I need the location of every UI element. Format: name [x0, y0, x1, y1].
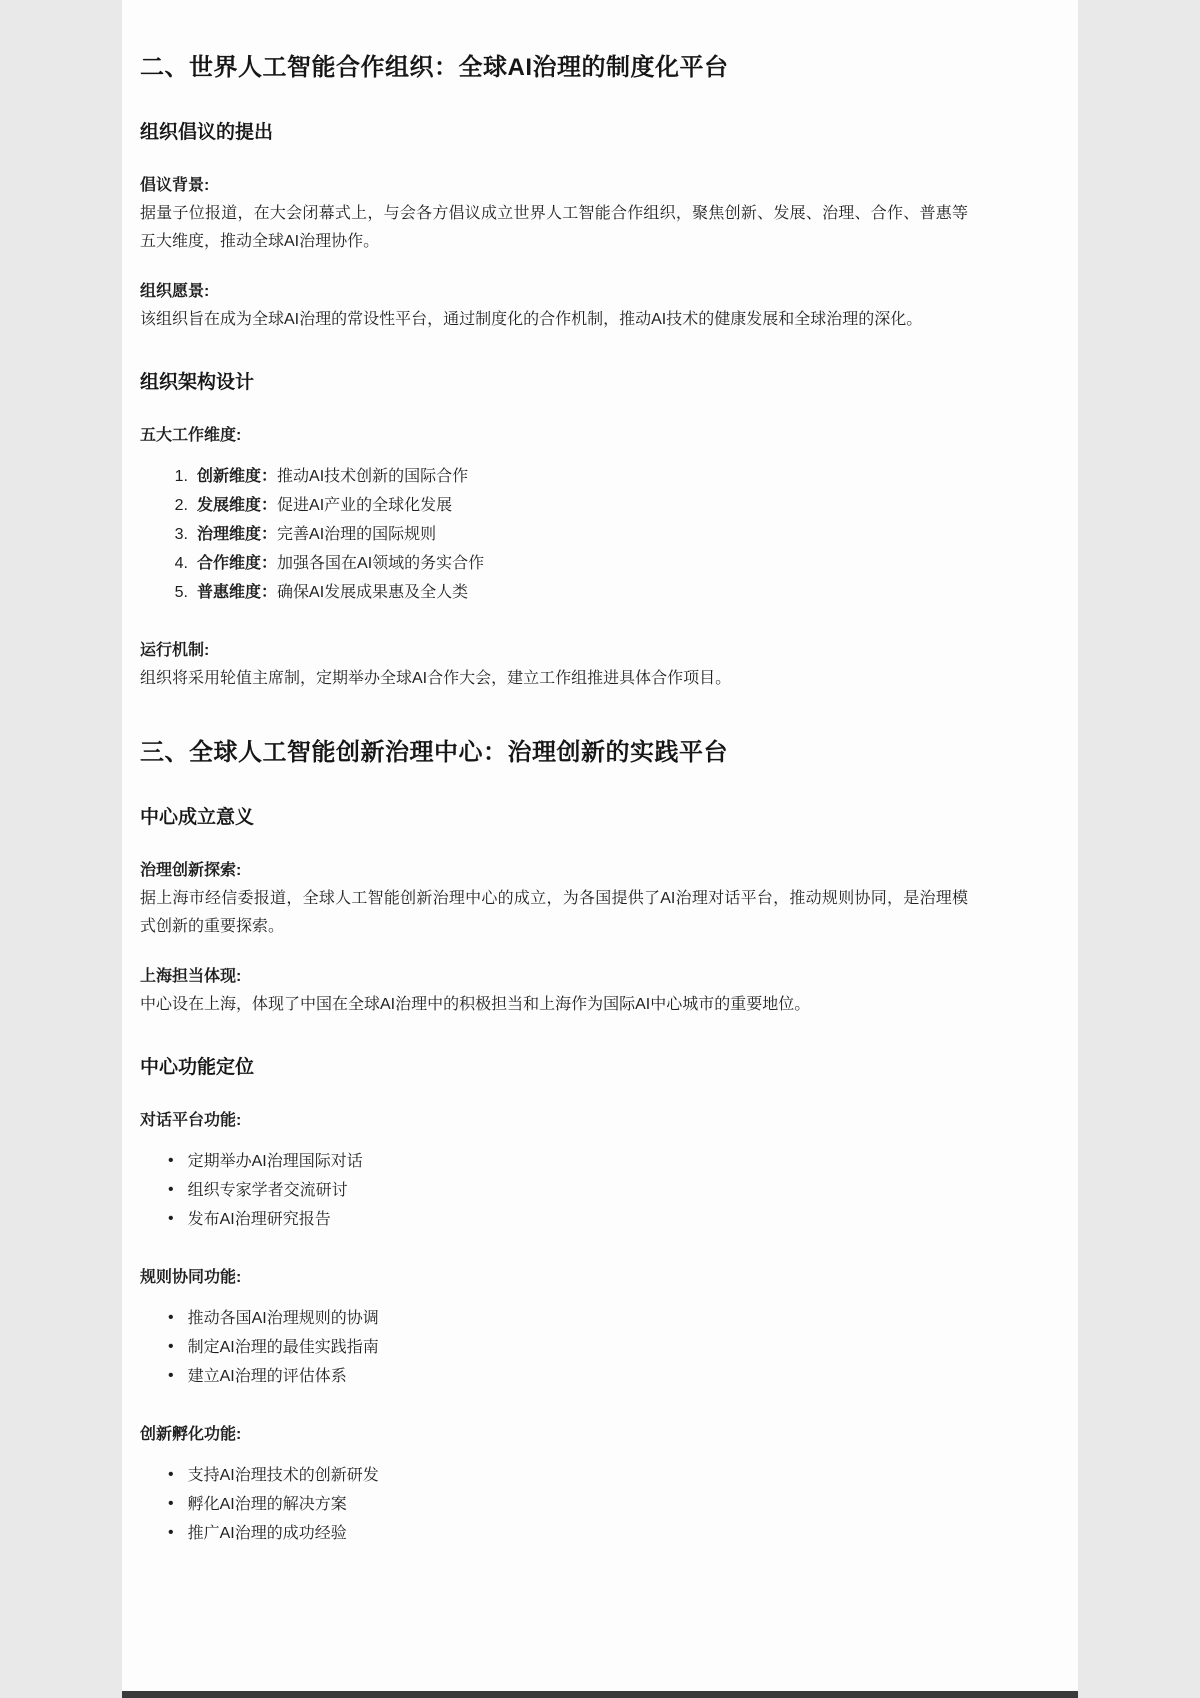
- paragraph-label: 运行机制:: [140, 642, 210, 659]
- paragraph-text: 该组织旨在成为全球AI治理的常设性平台，通过制度化的合作机制，推动AI技术的健康发展和全球治理的深化。: [140, 311, 923, 328]
- list-item: [168, 1333, 968, 1362]
- section-title-cooperation-org: 二、世界人工智能合作组织：全球AI治理的制度化平台: [140, 54, 729, 81]
- bullet-icon: •: [168, 1367, 174, 1384]
- paragraph-label: 倡议背景:: [140, 177, 210, 194]
- list-term: 普惠维度：: [197, 584, 278, 601]
- list-number: 2.: [174, 497, 188, 514]
- paragraph-label: 组织愿景:: [140, 283, 210, 300]
- list-desc: 促进AI产业的全球化发展: [277, 497, 453, 514]
- list-text: 建立AI治理的评估体系: [187, 1368, 347, 1385]
- list-item: [168, 1519, 968, 1548]
- list-term: 创新维度：: [197, 468, 278, 485]
- paragraph-operating-mechanism: [140, 637, 968, 693]
- list-item: [168, 1176, 968, 1205]
- paragraph-text: 据量子位报道，在大会闭幕式上，与会各方倡议成立世界人工智能合作组织，聚焦创新、发展、治理、合作、普惠等五大维度，推动全球AI治理协作。: [140, 205, 968, 250]
- list-text: 定期举办AI治理国际对话: [187, 1153, 363, 1170]
- list-text: 推动各国AI治理规则的协调: [187, 1310, 379, 1327]
- list-item: [168, 1461, 968, 1490]
- list-item: [168, 578, 968, 607]
- list-desc: 确保AI发展成果惠及全人类: [277, 584, 469, 601]
- bottom-divider: [122, 1691, 1078, 1698]
- list-text: 推广AI治理的成功经验: [187, 1525, 347, 1542]
- list-number: 4.: [174, 555, 188, 572]
- function3-label: 创新孵化功能:: [140, 1426, 242, 1443]
- list-text: 孵化AI治理的解决方案: [187, 1496, 347, 1513]
- paragraph-text: 组织将采用轮值主席制，定期举办全球AI合作大会，建立工作组推进具体合作项目。: [140, 670, 732, 687]
- list-item: [168, 1304, 968, 1333]
- dimensions-list: [140, 462, 968, 607]
- list-item: [168, 1205, 968, 1234]
- list-desc: 完善AI治理的国际规则: [277, 526, 437, 543]
- heading-structure: 组织架构设计: [140, 372, 255, 393]
- bullet-icon: •: [168, 1181, 174, 1198]
- section-title-governance-center: 三、全球人工智能创新治理中心：治理创新的实践平台: [140, 739, 728, 766]
- list-number: 3.: [174, 526, 188, 543]
- list-number: 1.: [174, 468, 188, 485]
- paragraph-text: 中心设在上海，体现了中国在全球AI治理中的积极担当和上海作为国际AI中心城市的重要地位。: [140, 996, 811, 1013]
- list-text: 组织专家学者交流研讨: [187, 1182, 348, 1199]
- paragraph-governance-exploration: [140, 857, 968, 941]
- dimensions-label: 五大工作维度:: [140, 427, 242, 444]
- function2-label: 规则协同功能:: [140, 1269, 242, 1286]
- bullet-icon: •: [168, 1152, 174, 1169]
- bullet-icon: •: [168, 1524, 174, 1541]
- paragraph-text: 据上海市经信委报道，全球人工智能创新治理中心的成立，为各国提供了AI治理对话平台，推动规则协同，是治理模式创新的重要探索。: [140, 890, 968, 935]
- bullet-icon: •: [168, 1495, 174, 1512]
- paragraph-org-vision: [140, 278, 968, 334]
- list-item: [168, 549, 968, 578]
- list-desc: 加强各国在AI领域的务实合作: [277, 555, 485, 572]
- function1-label: 对话平台功能:: [140, 1112, 242, 1129]
- function1-list: [140, 1147, 968, 1234]
- list-item: [168, 1362, 968, 1391]
- list-item: [168, 1147, 968, 1176]
- list-text: 制定AI治理的最佳实践指南: [187, 1339, 379, 1356]
- bullet-icon: •: [168, 1309, 174, 1326]
- paragraph-proposal-background: [140, 172, 968, 256]
- list-term: 发展维度：: [197, 497, 278, 514]
- paragraph-shanghai-role: [140, 963, 968, 1019]
- list-text: 发布AI治理研究报告: [187, 1211, 331, 1228]
- heading-function: 中心功能定位: [140, 1057, 255, 1078]
- bullet-icon: •: [168, 1210, 174, 1227]
- bullet-icon: •: [168, 1338, 174, 1355]
- list-item: [168, 1490, 968, 1519]
- list-text: 支持AI治理技术的创新研发: [187, 1467, 379, 1484]
- list-item: [168, 462, 968, 491]
- function3-list: [140, 1461, 968, 1548]
- list-desc: 推动AI技术创新的国际合作: [277, 468, 469, 485]
- document-content: [140, 52, 968, 1548]
- list-term: 治理维度：: [197, 526, 278, 543]
- function2-list: [140, 1304, 968, 1391]
- heading-meaning: 中心成立意义: [140, 807, 255, 828]
- heading-proposal: 组织倡议的提出: [140, 122, 274, 143]
- list-item: [168, 520, 968, 549]
- paragraph-label: 治理创新探索:: [140, 862, 242, 879]
- list-item: [168, 491, 968, 520]
- list-number: 5.: [174, 584, 188, 601]
- document-page: [122, 0, 1078, 1698]
- list-term: 合作维度：: [197, 555, 278, 572]
- paragraph-label: 上海担当体现:: [140, 968, 242, 985]
- bullet-icon: •: [168, 1466, 174, 1483]
